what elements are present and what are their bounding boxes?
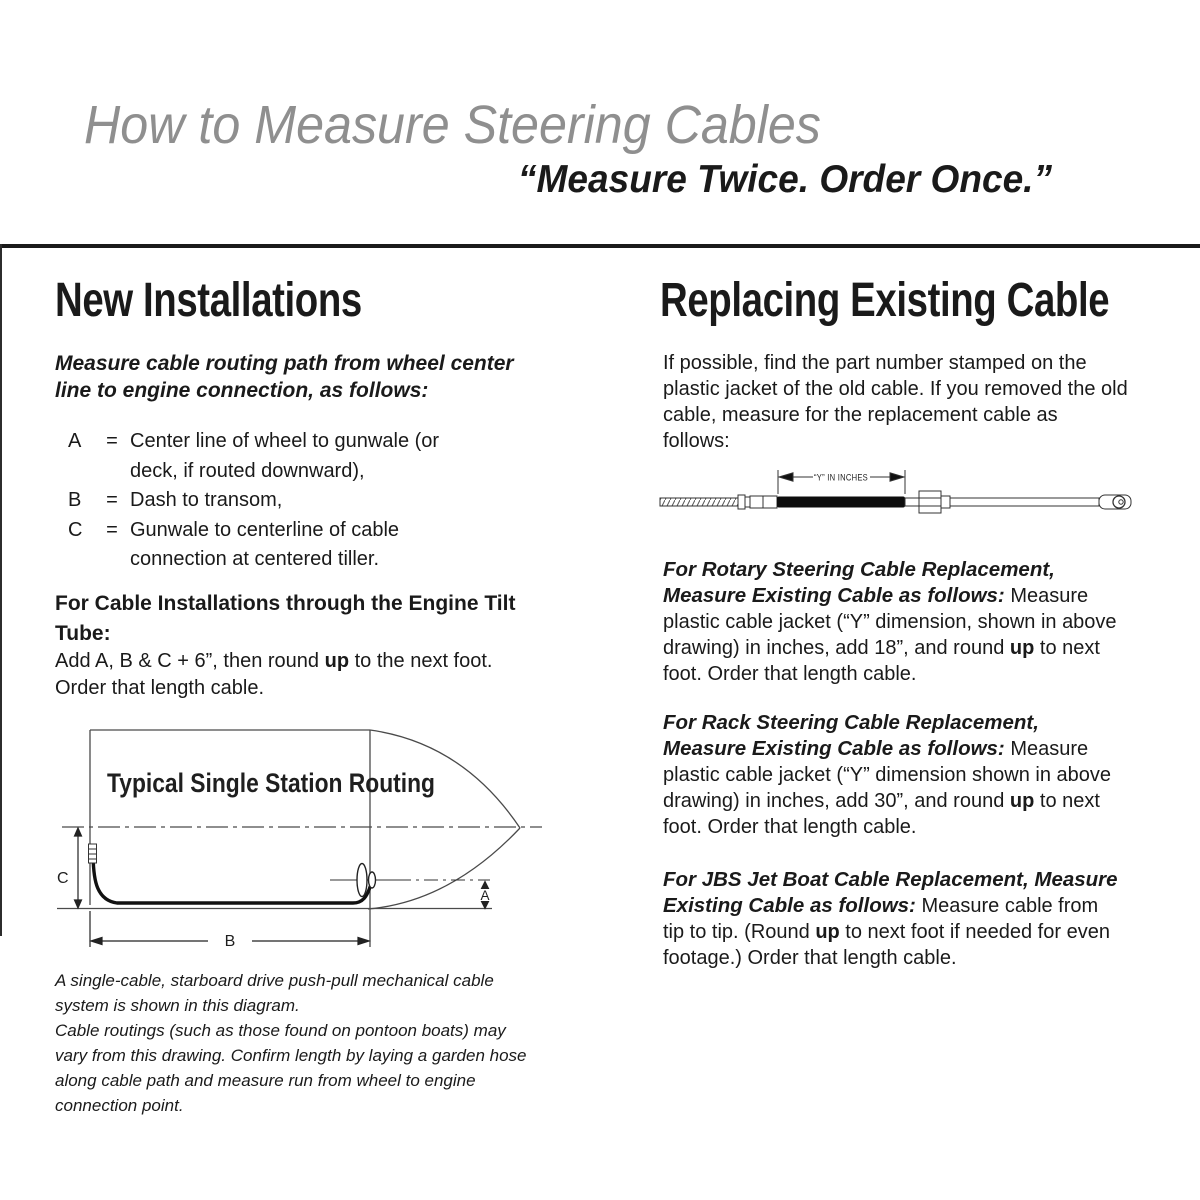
jbs-text: Measure cable from tip to tip. (Round [663, 895, 1099, 943]
rack-replacement-paragraph [663, 710, 1121, 840]
cable-jacket [777, 497, 905, 508]
transom-fitting [89, 844, 97, 863]
jbs-text-post: to next foot if needed for even footage.) Order that length cable. [663, 921, 1110, 969]
definition-text: Gunwale to centerline of cable connection at centered tiller. [130, 518, 400, 570]
caption-cable-routings [55, 1018, 535, 1118]
rack-bold-up: up [1009, 790, 1035, 812]
tilt-tube-bold-up: up [324, 650, 350, 672]
jbs-lead: For JBS Jet Boat Cable Replacement, Measure Existing Cable as follows: [663, 868, 1118, 917]
rack-lead: For Rack Steering Cable Replacement, Measure Existing Cable as follows: [663, 711, 1039, 760]
definition-equals: = [106, 430, 118, 452]
cable-hex-nut [905, 491, 950, 513]
definition-text: Center line of wheel to gunwale (or deck, if routed downward), [130, 430, 440, 482]
cable-routing-path [93, 850, 370, 903]
cable-eye-fitting [1099, 495, 1131, 509]
rotary-replacement-paragraph [663, 557, 1121, 687]
jbs-bold-up: up [815, 921, 840, 943]
caption-single-cable [55, 968, 535, 1018]
cable-outer-tube [950, 498, 1099, 506]
jbs-replacement-paragraph [663, 867, 1121, 971]
replacing-heading-text: Replacing Existing Cable [660, 274, 1110, 327]
rotary-text: Measure plastic cable jacket (“Y” dimension, shown in above drawing) in inches, add 18”, and round [663, 585, 1117, 659]
dimension-c-arrow [75, 828, 82, 908]
tagline [518, 158, 1080, 202]
cable-threaded-rod [660, 498, 738, 506]
boat-outline [57, 730, 520, 947]
tilt-tube-text-post: to the next foot. Order that length cable. [55, 650, 493, 699]
definition-equals: = [106, 518, 118, 541]
steering-wheel-icon [357, 864, 376, 897]
definition-letter: B [68, 489, 82, 511]
definition-letter: C [68, 518, 83, 541]
tagline-text: “Measure Twice. Order Once.” [518, 158, 1052, 201]
replacing-intro: If possible, find the part number stamped on the plastic jacket of the old cable. If you removed the old cable, measure for the replacement cable as follows: [663, 352, 1128, 452]
tilt-tube-heading: For Cable Installations through the Engine Tilt Tube: [55, 592, 516, 645]
caption-line: connection point. [55, 1096, 184, 1115]
new-installations-heading-text: New Installations [55, 274, 362, 327]
caption-line: system is shown in this diagram. [55, 996, 300, 1015]
dimension-label-a: A [480, 888, 490, 903]
caption-line: along cable path and measure run from wheel to engine [55, 1071, 476, 1090]
page-title-text: How to Measure Steering Cables [84, 95, 821, 155]
boat-routing-diagram [45, 715, 555, 965]
rotary-bold-up: up [1009, 637, 1035, 659]
diagram-title: Typical Single Station Routing [107, 768, 435, 798]
measurement-definitions-list [68, 427, 508, 575]
dimension-label-b: B [224, 933, 236, 950]
left-edge-border [0, 244, 2, 936]
caption-line: A single-cable, starboard drive push-pull mechanical cable [55, 971, 494, 990]
rack-text: Measure plastic cable jacket (“Y” dimension shown in above drawing) in inches, add 30”, and round [663, 738, 1111, 812]
definition-equals: = [106, 489, 118, 511]
new-installations-heading [55, 276, 439, 326]
rotary-text-post: to next foot. Order that length cable. [663, 637, 1100, 685]
tilt-tube-text: Add A, B & C + 6”, then round [55, 650, 325, 672]
header-divider [0, 244, 1200, 248]
caption-line: Cable routings (such as those found on pontoon boats) may [55, 1021, 506, 1040]
cable-rod-collar [738, 495, 777, 509]
definition-letter: A [68, 430, 82, 452]
tilt-tube-instructions [55, 648, 517, 702]
replacing-existing-cable-heading [660, 276, 1200, 326]
rack-text-post: to next foot. Order that length cable. [663, 790, 1100, 838]
dimension-label-c: C [57, 870, 69, 887]
y-dimension-label: “Y” IN INCHES [814, 472, 868, 483]
page-title [84, 94, 876, 156]
measure-path-intro: Measure cable routing path from wheel center line to engine connection, as follows: [55, 352, 514, 402]
rotary-lead: For Rotary Steering Cable Replacement, Measure Existing Cable as follows: [663, 558, 1055, 607]
definition-text: Dash to transom, [130, 489, 283, 511]
steering-cable-diagram [655, 460, 1135, 532]
caption-line: vary from this drawing. Confirm length by laying a garden hose [55, 1046, 527, 1065]
